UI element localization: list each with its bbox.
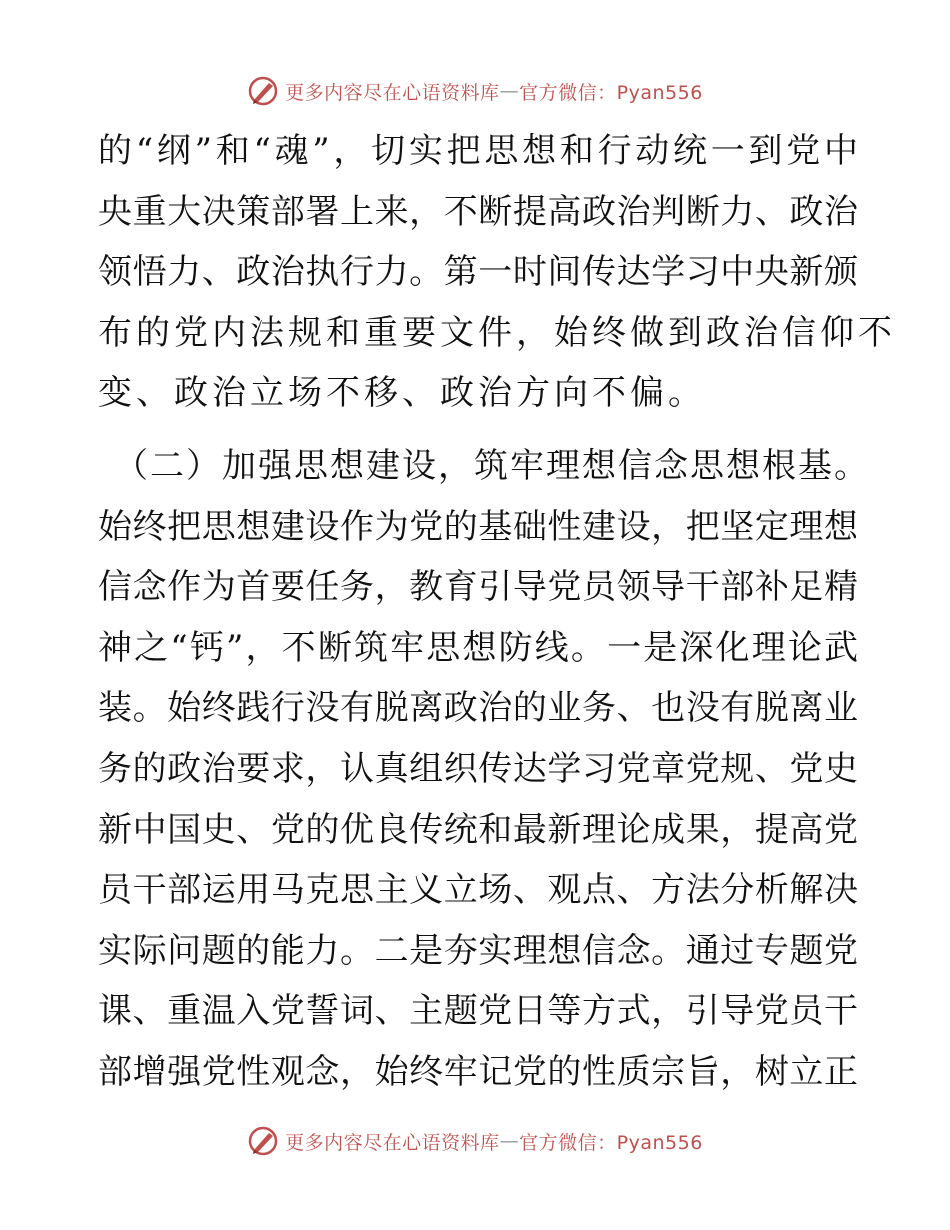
banner-wechat: 官方微信：Pyan556 [519,81,703,104]
text-line: 新中国史、党的优良传统和最新理论成果，提高党 [98,809,858,850]
text-line: 课、重温入党誓词、主题党日等方式，引导党员干 [98,991,858,1032]
text-line: 信念作为首要任务，教育引导党员领导干部补足精 [98,567,858,608]
banner-dash: — [499,1130,520,1152]
text-line: 员干部运用马克思主义立场、观点、方法分析解决 [98,870,858,911]
text-line: 央重大决策部署上来，不断提高政治判断力、政治 [98,191,858,232]
footer-banner [0,1121,950,1161]
pen-logo-icon [247,1125,279,1157]
document-body [98,121,896,1103]
text-line: 始终把思想建设作为党的基础性建设，把坚定理想 [98,506,858,547]
text-line: 领悟力、政治执行力。第一时间传达学习中央新颁 [98,252,858,293]
banner-site-name: 更多内容尽在心语资料库 [285,1131,500,1154]
text-line: 务的政治要求，认真组织传达学习党章党规、党史 [98,748,858,789]
text-line: 的“纲”和“魂”，切实把思想和行动统一到党中 [98,131,858,171]
paragraph-2 [98,497,858,1103]
text-line: 装。始终践行没有脱离政治的业务、也没有脱离业 [98,688,858,729]
paragraph-1 [98,121,896,424]
text-line: 布的党内法规和重要文件，始终做到政治信仰不 [98,312,896,353]
banner-site-name: 更多内容尽在心语资料库 [285,81,500,104]
banner-wechat: 官方微信：Pyan556 [519,1131,703,1154]
section-heading: （二）加强思想建设，筑牢理想信念思想根基。 [114,445,870,486]
header-banner [0,71,950,111]
text-line: 神之“钙”，不断筑牢思想防线。一是深化理论武 [98,627,858,668]
pen-logo-icon [247,75,279,107]
text-line: 实际问题的能力。二是夯实理想信念。通过专题党 [98,930,858,971]
text-line: 部增强党性观念，始终牢记党的性质宗旨，树立正 [98,1051,858,1092]
text-line: 变、政治立场不移、政治方向不偏。 [98,373,706,414]
banner-dash: — [499,80,520,102]
